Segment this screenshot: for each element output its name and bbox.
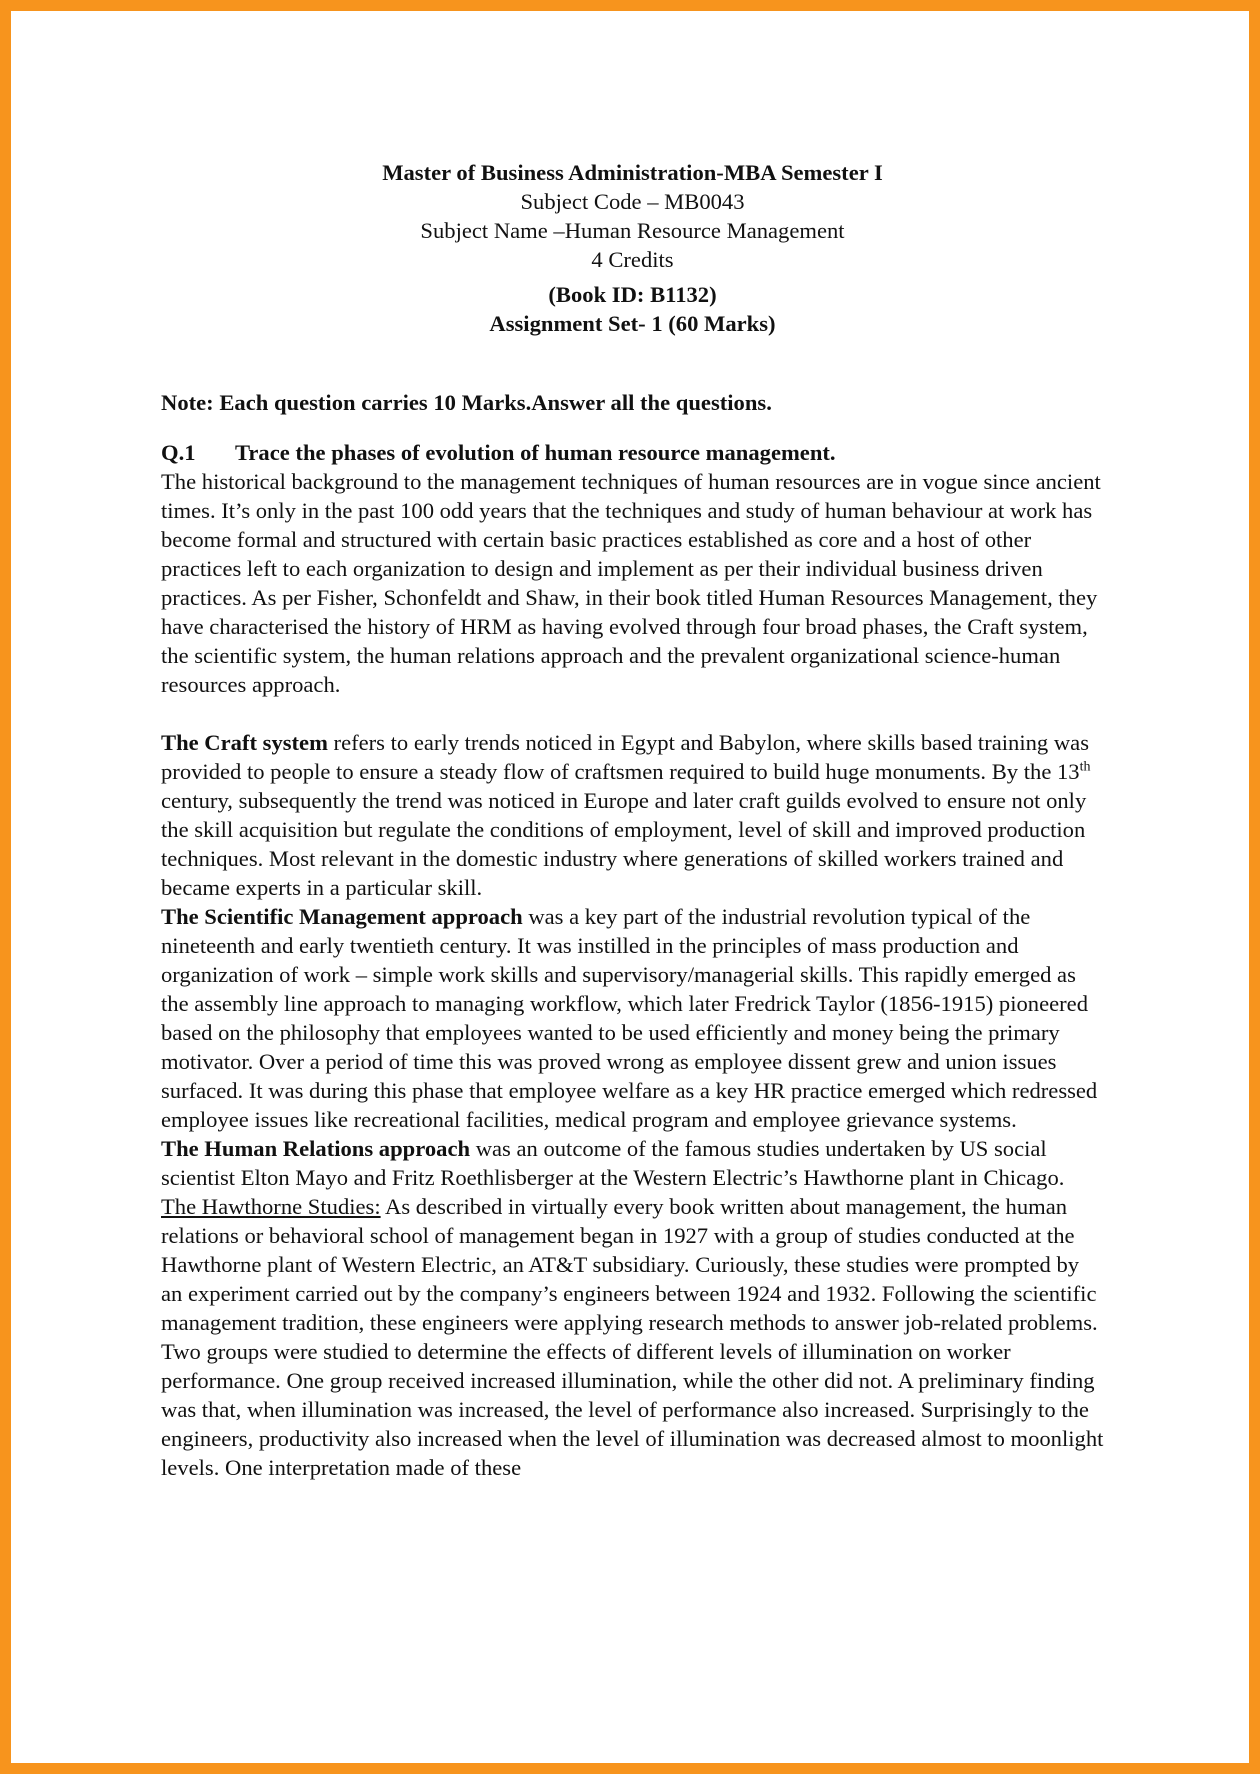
scientific-heading: The Scientific Management approach	[161, 904, 523, 929]
subject-name: Subject Name –Human Resource Management	[420, 218, 845, 243]
hawthorne-heading: The Hawthorne Studies:	[161, 1194, 381, 1219]
scientific-text: was a key part of the industrial revolution typical of the nineteenth and early twentieth century. It was instilled in the principles of mass production and organization of work – simple work skills and supervisory/managerial skills. This rapidly emerged as the assembly line approach to managing workflow, which later Fredrick Taylor (1856-1915) pioneered based on the philosophy that employees wanted to be used efficiently and money being the primary motivator. Over a period of time this was proved wrong as employee dissent grew and union issues surfaced. It was during this phase that employee welfare as a key HR practice emerged which redressed employee issues like recreational facilities, medical program and employee grievance systems.	[161, 904, 1098, 1132]
question-heading	[161, 438, 1106, 467]
scientific-paragraph	[161, 902, 1106, 1134]
craft-heading: The Craft system	[161, 730, 328, 755]
assignment-title: Assignment Set- 1 (60 Marks)	[489, 311, 776, 336]
note-line: Note: Each question carries 10 Marks.Answer all the questions.	[161, 390, 772, 415]
human-relations-text: was an outcome of the famous studies undertaken by US social scientist Elton Mayo and Fritz Roethlisberger at the Western Electric’s Hawthorne plant in Chicago.	[161, 1136, 1065, 1190]
document-page	[161, 158, 1106, 1482]
human-relations-paragraph	[161, 1134, 1106, 1192]
craft-paragraph	[161, 728, 1106, 902]
program-title: Master of Business Administration-MBA Semester I	[382, 160, 883, 185]
title-block	[159, 158, 1106, 338]
subject-code: Subject Code – MB0043	[520, 189, 745, 214]
craft-text-b: century, subsequently the trend was noticed in Europe and later craft guilds evolved to ensure not only the skill acquisition but regulate the conditions of employment, level of skill and improved production techniques. Most relevant in the domestic industry where generations of skilled workers trained and became experts in a particular skill.	[161, 788, 1087, 900]
craft-superscript: th	[1079, 759, 1091, 775]
human-relations-heading: The Human Relations approach	[161, 1136, 471, 1161]
question-number: Q.1	[161, 440, 196, 465]
intro-paragraph: The historical background to the management techniques of human resources are in vogue since ancient times. It’s only in the past 100 odd years that the techniques and study of human behaviour at work has become formal and structured with certain basic practices established as core and a host of other practices left to each organization to design and implement as per their individual business driven practices. As per Fisher, Schonfeldt and Shaw, in their book titled Human Resources Management, they have characterised the history of HRM as having evolved through four broad phases, the Craft system, the scientific system, the human relations approach and the prevalent organizational science-human resources approach.	[161, 469, 1101, 697]
hawthorne-paragraph	[161, 1192, 1106, 1337]
craft-text-a: refers to early trends noticed in Egypt and Babylon, where skills based training was provided to people to ensure a steady flow of craftsmen required to build huge monuments. By the 13	[161, 730, 1089, 784]
book-id: (Book ID: B1132)	[548, 282, 717, 307]
hawthorne-text: As described in virtually every book written about management, the human relations or behavioral school of management began in 1927 with a group of studies conducted at the Hawthorne plant of Western Electric, an AT&T subsidiary. Curiously, these studies were prompted by an experiment carried out by the company’s engineers between 1924 and 1932. Following the scientific management tradition, these engineers were applying research methods to answer job-related problems.	[161, 1194, 1098, 1335]
credits: 4 Credits	[591, 247, 674, 272]
question-text: Trace the phases of evolution of human resource management.	[235, 440, 836, 465]
groups-paragraph: Two groups were studied to determine the effects of different levels of illumination on worker performance. One group received increased illumination, while the other did not. A preliminary finding was that, when illumination was increased, the level of performance also increased. Surprisingly to the engineers, productivity also increased when the level of illumination was decreased almost to moonlight levels. One interpretation made of these	[161, 1339, 1104, 1480]
